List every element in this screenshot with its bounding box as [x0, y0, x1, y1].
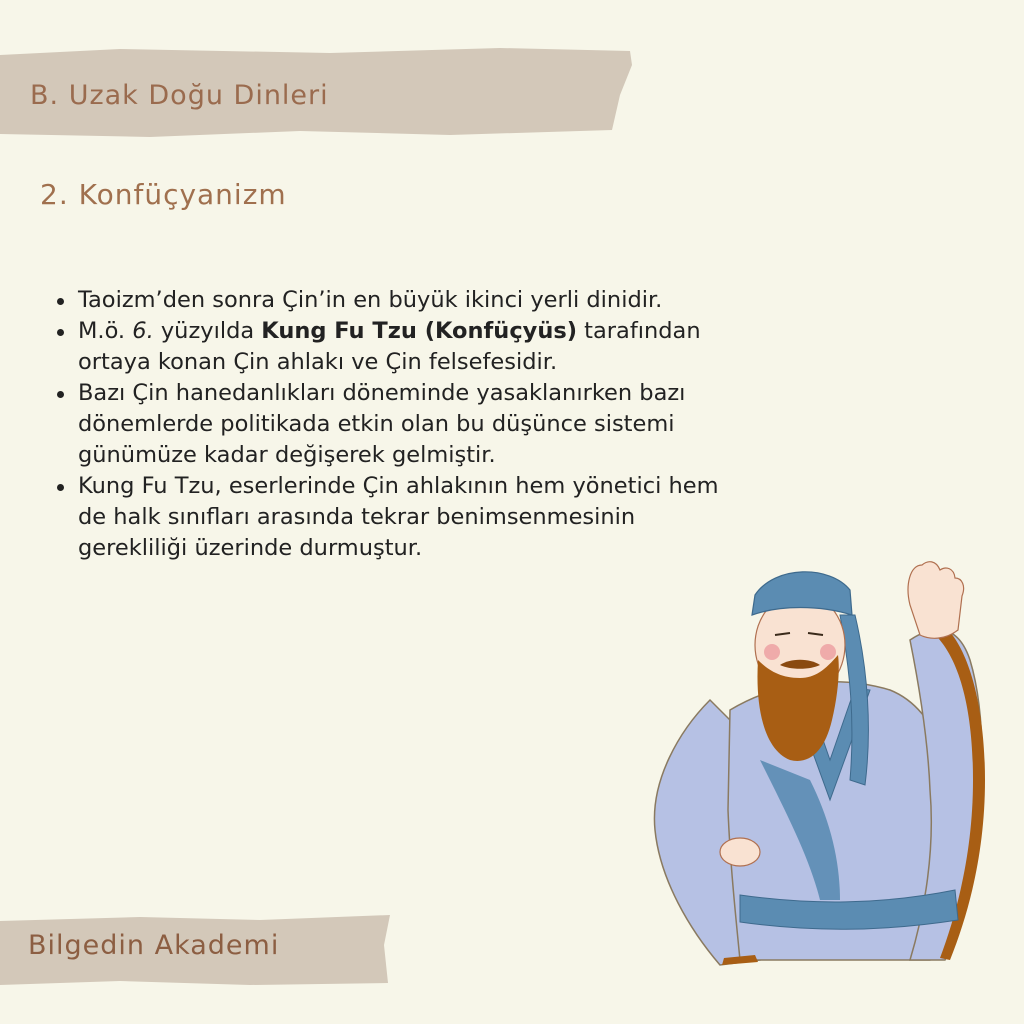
confucius-figure-icon	[640, 560, 1010, 980]
list-item	[78, 471, 743, 564]
list-item-text: tarafından ortaya konan Çin ahlakı ve Çin felsefesidir.	[78, 318, 701, 375]
content-list	[50, 285, 743, 564]
footer-brand: Bilgedin Akademi	[28, 930, 280, 961]
list-item-text: Taoizm’den sonra Çin’in en büyük ikinci yerli dinidir.	[78, 287, 663, 313]
list-item	[78, 285, 743, 316]
list-item-text: Kung Fu Tzu, eserlerinde Çin ahlakının hem yönetici hem de halk sınıfları arasında tekrar benimsenmesinin gerekliliği üzerinde durmuştur.	[78, 473, 719, 561]
list-item	[78, 316, 743, 378]
list-item-text: M.ö.	[78, 318, 133, 344]
century-number: 6.	[132, 318, 154, 344]
person-name: Kung Fu Tzu (Konfüçyüs)	[261, 318, 578, 344]
subsection-title: 2. Konfüçyanizm	[40, 178, 287, 211]
list-item	[78, 378, 743, 471]
list-item-text: Bazı Çin hanedanlıkları döneminde yasaklanırken bazı dönemlerde politikada etkin olan bu düşünce sistemi günümüze kadar değişerek gelmiştir.	[78, 380, 686, 468]
list-item-text: yüzyılda	[153, 318, 262, 344]
section-title: B. Uzak Doğu Dinleri	[30, 80, 329, 111]
